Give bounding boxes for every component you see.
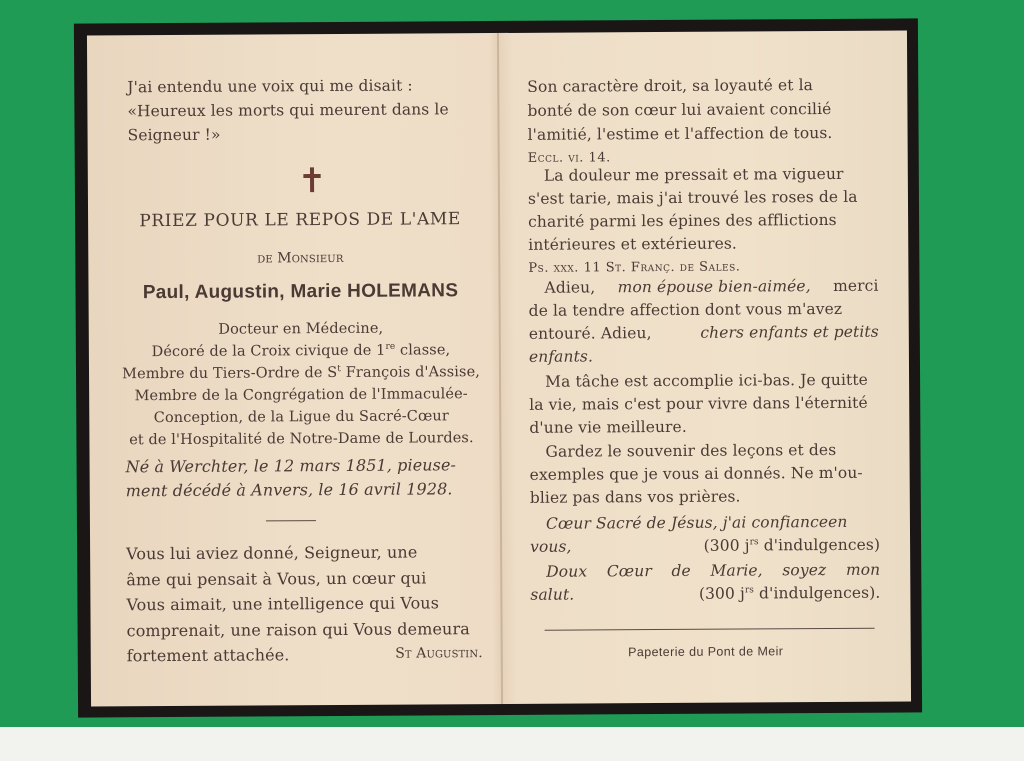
prayer-line	[530, 534, 880, 559]
text-line: d'une vie meilleure.	[529, 417, 687, 437]
prayer-line: Cœur Sacré de Jésus, j'ai confianceen	[545, 512, 848, 533]
epigraph-line: J'ai entendu une voix qui me disait :	[127, 76, 413, 97]
text-line: bonté de son cœur lui avaient concilié	[527, 99, 832, 120]
prayer-title: PRIEZ POUR LE REPOS DE L'AME	[139, 209, 461, 232]
de-monsieur: de Monsieur	[257, 249, 344, 267]
text-line: enfants.	[528, 347, 594, 366]
paragraph-farewell	[528, 275, 879, 369]
text-line: s'est tarie, mais j'ai trouvé les roses de la	[527, 187, 858, 208]
prayer-line	[530, 582, 880, 607]
text-fragment: Adieu,	[544, 278, 596, 297]
paragraph-character	[527, 73, 878, 171]
title-line: Docteur en Médecine,	[218, 320, 384, 338]
right-page	[527, 31, 881, 704]
quote-line: Vous aimait, une intelligence qui Vous	[126, 593, 440, 615]
epigraph-line: Seigneur !»	[127, 125, 221, 145]
dates-line: Né à Werchter, le 12 mars 1851, pieuse-	[125, 455, 457, 477]
farewell-line	[529, 321, 879, 346]
text-line: Gardez le souvenir des leçons et des	[545, 440, 837, 461]
titles-list	[117, 317, 486, 451]
text-fragment: chers enfants et petits	[700, 322, 879, 342]
left-page	[115, 33, 480, 706]
title-line: Membre de la Congrégation de l'Immaculée-	[134, 386, 468, 405]
text-line: charité parmi les épines des afflictions	[528, 210, 837, 231]
scripture-reference: Ps. xxx. 11 St. Franç. de Sales.	[528, 259, 741, 276]
memorial-card	[87, 31, 911, 707]
indulgence-note: (300 $j^{rs}$ d'indulgences).	[698, 583, 881, 603]
farewell-line	[528, 275, 878, 300]
text-fragment: merci	[833, 276, 879, 295]
text-line: La douleur me pressait et ma vigueur	[543, 164, 844, 185]
text-line: intérieures et extérieures.	[528, 234, 737, 254]
printer-name: Papeterie du Pont de Meir	[628, 644, 784, 660]
birth-death-dates	[126, 453, 482, 503]
quote-line: âme qui pensait à Vous, un cœur qui	[126, 567, 427, 589]
quote-line: fortement attachée.	[126, 645, 290, 666]
text-fragment: mon épouse bien-aimée,	[617, 277, 811, 297]
title-line: Conception, de la Ligue du Sacré-Cœur	[153, 408, 449, 427]
scripture-reference: Eccl. vi. 14.	[527, 150, 611, 166]
text-line: de la tendre affection dont vous m'avez	[528, 299, 843, 320]
paragraph-remember	[529, 439, 879, 510]
title-line: Décoré de la Croix civique de 1re classe,	[151, 341, 451, 361]
title-line: Membre du Tiers-Ordre de $S^t$ François d'Assise,	[122, 364, 480, 383]
text-line: la vie, mais c'est pour vivre dans l'éternité	[529, 393, 868, 414]
paragraph-task	[529, 369, 879, 440]
prayer-sacred-heart	[530, 511, 880, 559]
title-line: et de l'Hospitalité de Notre-Dame de Lourdes.	[129, 430, 474, 449]
text-fragment: salut.	[530, 585, 575, 604]
indulgence-note: (300 $j^{rs}$ d'indulgences)	[703, 535, 881, 555]
text-fragment: vous,	[530, 537, 572, 556]
text-line: bliez pas dans vos prières.	[529, 487, 741, 507]
footer-rule	[545, 628, 875, 631]
cross-icon: ✝	[297, 161, 327, 202]
dates-line: ment décédé à Anvers, le 16 avril 1928.	[125, 479, 453, 501]
quote-line: Vous lui aviez donné, Seigneur, une	[126, 542, 418, 564]
prayer-mary	[530, 559, 880, 607]
prayer-line: Doux Cœur de Marie, soyez mon	[546, 560, 881, 581]
text-line: l'amitié, l'estime et l'affection de tous.	[527, 123, 833, 144]
paragraph-sorrow	[528, 163, 879, 280]
text-fragment: entouré. Adieu,	[528, 324, 652, 343]
deceased-name: Paul, Augustin, Marie HOLEMANS	[142, 280, 459, 304]
text-line: Son caractère droit, sa loyauté et la	[527, 76, 814, 96]
epigraph-line: «Heureux les morts qui meurent dans le	[127, 100, 449, 121]
background-strip	[0, 727, 1024, 761]
text-line: exemples que je vous ai donnés. Ne m'ou-	[529, 463, 863, 484]
quote-line: comprenait, une raison qui Vous demeura	[126, 618, 470, 640]
card-fold	[497, 33, 503, 704]
quote-author: St Augustin.	[395, 645, 483, 662]
text-line: Ma tâche est accomplie ici-bas. Je quitte	[545, 370, 868, 391]
